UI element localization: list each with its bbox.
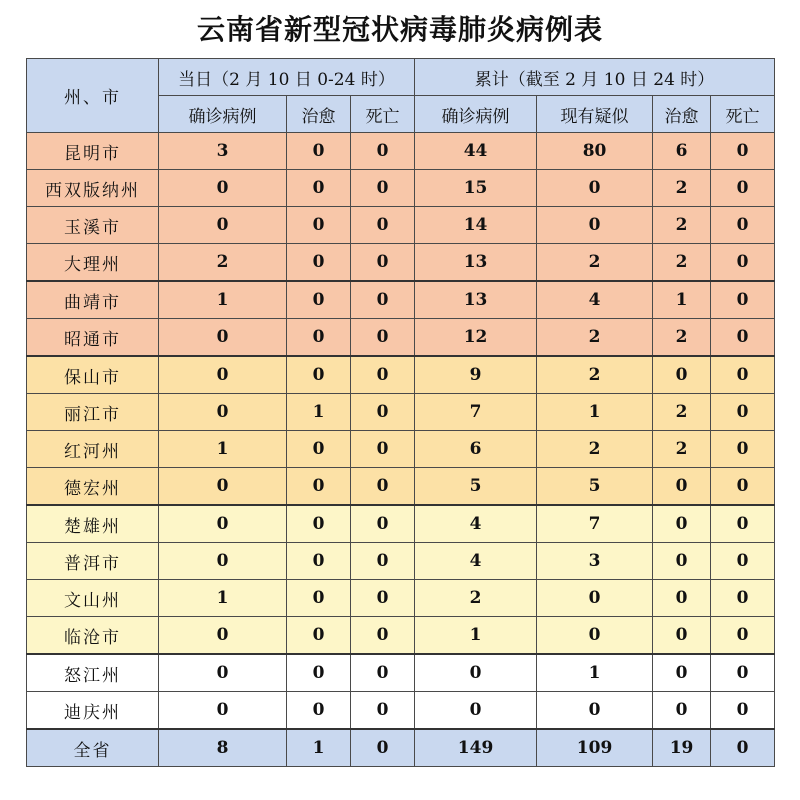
cell-c-death: 0: [711, 729, 775, 767]
cell-d-conf: 1: [159, 580, 287, 617]
cell-c-susp: 0: [537, 207, 653, 244]
region-name: 临沧市: [27, 617, 159, 655]
cell-c-susp: 7: [537, 505, 653, 543]
cell-d-conf: 0: [159, 356, 287, 394]
cell-c-conf: 13: [415, 244, 537, 282]
region-name: 大理州: [27, 244, 159, 282]
cell-c-cure: 0: [653, 617, 711, 655]
table-row: [27, 654, 775, 692]
cell-d-death: 0: [351, 244, 415, 282]
table-row: [27, 505, 775, 543]
cell-c-cure: 6: [653, 133, 711, 170]
cell-d-death: 0: [351, 133, 415, 170]
cell-c-death: 0: [711, 654, 775, 692]
cell-c-susp: 5: [537, 468, 653, 506]
region-name: 普洱市: [27, 543, 159, 580]
cell-d-conf: 0: [159, 170, 287, 207]
cell-c-cure: 1: [653, 281, 711, 319]
cell-c-cure: 2: [653, 319, 711, 357]
table-row: [27, 170, 775, 207]
cell-d-death: 0: [351, 729, 415, 767]
cell-c-conf: 4: [415, 505, 537, 543]
cell-d-conf: 0: [159, 505, 287, 543]
cell-d-conf: 0: [159, 468, 287, 506]
cell-d-death: 0: [351, 654, 415, 692]
region-name: 保山市: [27, 356, 159, 394]
cell-c-susp: 0: [537, 580, 653, 617]
region-name: 丽江市: [27, 394, 159, 431]
cell-c-death: 0: [711, 468, 775, 506]
page-title: 云南省新型冠状病毒肺炎病例表: [196, 13, 603, 46]
region-name: 昭通市: [27, 319, 159, 357]
cell-c-susp: 4: [537, 281, 653, 319]
cell-d-death: 0: [351, 431, 415, 468]
cell-d-death: 0: [351, 468, 415, 506]
cell-c-susp: 0: [537, 170, 653, 207]
cell-c-conf: 149: [415, 729, 537, 767]
cell-c-death: 0: [711, 543, 775, 580]
cell-c-death: 0: [711, 170, 775, 207]
table-row: [27, 244, 775, 282]
region-name: 昆明市: [27, 133, 159, 170]
header-cum-deaths: 死亡: [711, 96, 775, 133]
cell-d-death: 0: [351, 207, 415, 244]
cell-c-conf: 0: [415, 692, 537, 730]
cell-c-death: 0: [711, 319, 775, 357]
table-row: [27, 207, 775, 244]
region-name: 全省: [27, 729, 159, 767]
region-name: 西双版纳州: [27, 170, 159, 207]
cell-c-cure: 2: [653, 207, 711, 244]
cell-d-death: 0: [351, 617, 415, 655]
cell-c-death: 0: [711, 394, 775, 431]
cell-d-cure: 0: [287, 319, 351, 357]
cell-d-cure: 0: [287, 505, 351, 543]
cell-c-death: 0: [711, 356, 775, 394]
cell-c-conf: 14: [415, 207, 537, 244]
header-daily-confirmed: 确诊病例: [159, 96, 287, 133]
cell-c-susp: 80: [537, 133, 653, 170]
table-row: [27, 692, 775, 730]
cell-c-conf: 15: [415, 170, 537, 207]
cell-c-cure: 19: [653, 729, 711, 767]
cell-d-death: 0: [351, 505, 415, 543]
cell-d-death: 0: [351, 356, 415, 394]
cell-d-cure: 0: [287, 468, 351, 506]
cell-c-cure: 0: [653, 468, 711, 506]
cell-c-susp: 2: [537, 431, 653, 468]
cell-c-conf: 7: [415, 394, 537, 431]
table-row: [27, 319, 775, 357]
cell-c-conf: 9: [415, 356, 537, 394]
cell-d-conf: 0: [159, 692, 287, 730]
cell-c-conf: 44: [415, 133, 537, 170]
cell-c-susp: 2: [537, 356, 653, 394]
region-name: 玉溪市: [27, 207, 159, 244]
cell-d-death: 0: [351, 692, 415, 730]
table-row: [27, 133, 775, 170]
table-row: [27, 580, 775, 617]
cell-c-death: 0: [711, 580, 775, 617]
cell-c-cure: 2: [653, 170, 711, 207]
cell-c-cure: 0: [653, 505, 711, 543]
cell-c-conf: 4: [415, 543, 537, 580]
table-row: [27, 394, 775, 431]
header-cum-confirmed: 确诊病例: [415, 96, 537, 133]
region-name: 迪庆州: [27, 692, 159, 730]
cell-c-death: 0: [711, 617, 775, 655]
cell-d-cure: 0: [287, 543, 351, 580]
table-row: [27, 729, 775, 767]
region-name: 楚雄州: [27, 505, 159, 543]
table-row: [27, 468, 775, 506]
cell-c-conf: 1: [415, 617, 537, 655]
cell-c-death: 0: [711, 692, 775, 730]
cell-c-susp: 2: [537, 319, 653, 357]
table-row: [27, 617, 775, 655]
cell-d-cure: 1: [287, 729, 351, 767]
cell-d-death: 0: [351, 580, 415, 617]
header-daily-deaths: 死亡: [351, 96, 415, 133]
cell-d-conf: 0: [159, 654, 287, 692]
cell-d-conf: 8: [159, 729, 287, 767]
cell-c-cure: 0: [653, 356, 711, 394]
cell-c-conf: 6: [415, 431, 537, 468]
cell-c-cure: 0: [653, 692, 711, 730]
cell-c-susp: 109: [537, 729, 653, 767]
header-region: 州、市: [27, 59, 159, 133]
cell-d-cure: 0: [287, 580, 351, 617]
cell-c-cure: 2: [653, 394, 711, 431]
header-cum-suspected: 现有疑似: [537, 96, 653, 133]
cell-c-death: 0: [711, 505, 775, 543]
cell-c-susp: 0: [537, 617, 653, 655]
table-row: [27, 543, 775, 580]
cell-d-cure: 0: [287, 356, 351, 394]
cell-c-conf: 13: [415, 281, 537, 319]
cell-d-cure: 0: [287, 617, 351, 655]
cell-c-cure: 2: [653, 431, 711, 468]
cell-c-cure: 0: [653, 543, 711, 580]
header-daily-group: 当日（2 月 10 日 0-24 时）: [159, 59, 415, 96]
region-name: 文山州: [27, 580, 159, 617]
cell-d-cure: 0: [287, 431, 351, 468]
cell-d-conf: 1: [159, 281, 287, 319]
cell-c-conf: 0: [415, 654, 537, 692]
cell-d-conf: 0: [159, 617, 287, 655]
region-name: 怒江州: [27, 654, 159, 692]
cell-c-cure: 2: [653, 244, 711, 282]
cell-c-death: 0: [711, 431, 775, 468]
cell-d-conf: 0: [159, 394, 287, 431]
cell-d-cure: 1: [287, 394, 351, 431]
cell-d-cure: 0: [287, 133, 351, 170]
region-name: 红河州: [27, 431, 159, 468]
table-row: [27, 431, 775, 468]
header-daily-cured: 治愈: [287, 96, 351, 133]
table-row: [27, 281, 775, 319]
cell-c-conf: 5: [415, 468, 537, 506]
cell-d-conf: 2: [159, 244, 287, 282]
cell-c-susp: 1: [537, 654, 653, 692]
cell-c-susp: 2: [537, 244, 653, 282]
cell-c-cure: 0: [653, 580, 711, 617]
cell-d-conf: 0: [159, 319, 287, 357]
cell-c-death: 0: [711, 207, 775, 244]
cell-c-susp: 0: [537, 692, 653, 730]
cell-c-death: 0: [711, 281, 775, 319]
table-row: [27, 356, 775, 394]
case-table: [26, 58, 775, 767]
region-name: 曲靖市: [27, 281, 159, 319]
cell-d-cure: 0: [287, 692, 351, 730]
cell-d-cure: 0: [287, 654, 351, 692]
cell-d-conf: 0: [159, 207, 287, 244]
header-cum-cured: 治愈: [653, 96, 711, 133]
cell-d-cure: 0: [287, 170, 351, 207]
cell-c-conf: 2: [415, 580, 537, 617]
cell-d-death: 0: [351, 281, 415, 319]
cell-d-cure: 0: [287, 281, 351, 319]
cell-d-death: 0: [351, 319, 415, 357]
cell-d-death: 0: [351, 394, 415, 431]
cell-c-conf: 12: [415, 319, 537, 357]
cell-d-death: 0: [351, 170, 415, 207]
cell-c-susp: 1: [537, 394, 653, 431]
cell-d-cure: 0: [287, 207, 351, 244]
region-name: 德宏州: [27, 468, 159, 506]
header-cumulative-group: 累计（截至 2 月 10 日 24 时）: [415, 59, 775, 96]
cell-d-conf: 3: [159, 133, 287, 170]
cell-d-conf: 0: [159, 543, 287, 580]
cell-d-conf: 1: [159, 431, 287, 468]
cell-c-susp: 3: [537, 543, 653, 580]
cell-d-death: 0: [351, 543, 415, 580]
cell-c-death: 0: [711, 244, 775, 282]
cell-c-death: 0: [711, 133, 775, 170]
cell-c-cure: 0: [653, 654, 711, 692]
cell-d-cure: 0: [287, 244, 351, 282]
